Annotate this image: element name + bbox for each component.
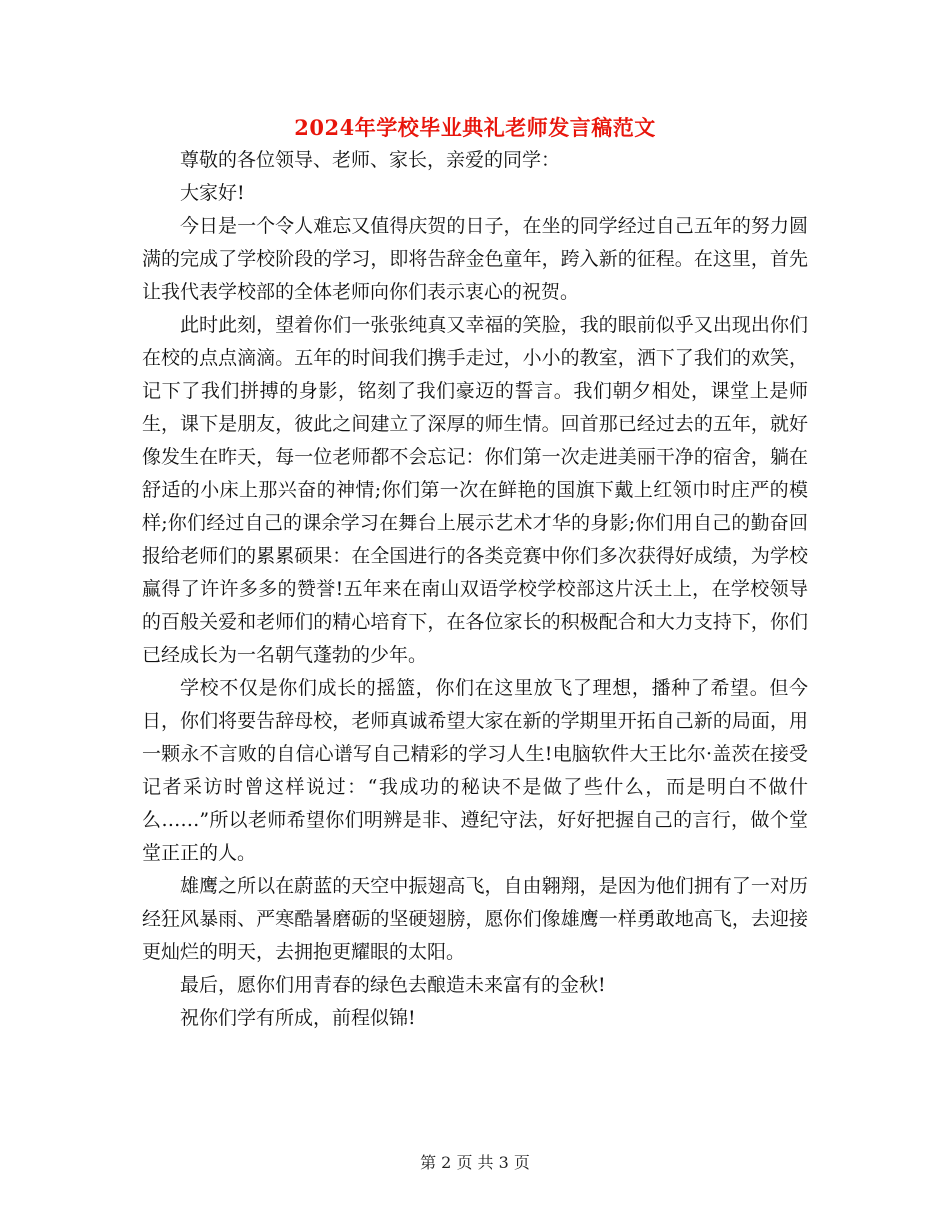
paragraph-salutation: 尊敬的各位领导、老师、家长，亲爱的同学：	[180, 149, 561, 171]
paragraph-eagle: 雄鹰之所以在蔚蓝的天空中振翅高飞，自由翱翔，是因为他们拥有了一对历经狂风暴雨、严寒酷暑磨砺的坚硬翅膀，愿你们像雄鹰一样勇敢地高飞，去迎接更灿烂的明天，去拥抱更耀眼的太阳。	[142, 875, 808, 963]
paragraph-congratulation: 今日是一个令人难忘又值得庆贺的日子，在坐的同学经过自己五年的努力圆满的完成了学校阶段的学习，即将告辞金色童年，跨入新的征程。在这里，首先让我代表学校部的全体老师向你们表示衷心的祝贺。	[142, 215, 808, 303]
paragraph-blessing: 祝你们学有所成，前程似锦!	[180, 1007, 416, 1029]
paragraph-closing: 最后，愿你们用青春的绿色去酿造未来富有的金秋!	[180, 974, 606, 996]
paragraph-memories: 此时此刻，望着你们一张张纯真又幸福的笑脸，我的眼前似乎又出现出你们在校的点点滴滴。五年的时间我们携手走过，小小的教室，洒下了我们的欢笑，记下了我们拼搏的身影，铭刻了我们豪迈的誓言。我们朝夕相处，课堂上是师生，课下是朋友，彼此之间建立了深厚的师生情。回首那已经过去的五年，就好像发生在昨天，每一位老师都不会忘记：你们第一次走进美丽干净的宿舍，躺在舒适的小床上那兴奋的神情;你们第一次在鲜艳的国旗下戴上红领巾时庄严的模样;你们经过自己的课余学习在舞台上展示艺术才华的身影;你们用自己的勤奋回报给老师们的累累硕果：在全国进行的各类竞赛中你们多次获得好成绩，为学校赢得了许许多多的赞誉!五年来在南山双语学校学校部这片沃土上，在学校领导的百般关爱和老师们的精心培育下，在各位家长的积极配合和大力支持下，你们已经成长为一名朝气蓬勃的少年。	[142, 314, 808, 666]
page-number-footer: 第 2 页 共 3 页	[420, 1153, 530, 1172]
paragraph-hope: 学校不仅是你们成长的摇篮，你们在这里放飞了理想，播种了希望。但今日，你们将要告辞母校，老师真诚希望大家在新的学期里开拓自己新的局面，用一颗永不言败的自信心谱写自己精彩的学习人生!电脑软件大王比尔·盖茨在接受记者采访时曾这样说过：“我成功的秘诀不是做了些什么，而是明白不做什么……”所以老师希望你们明辨是非、遵纪守法，好好把握自己的言行，做个堂堂正正的人。	[142, 677, 808, 864]
paragraph-greeting: 大家好!	[180, 182, 245, 204]
page-title: 2024年学校毕业典礼老师发言稿范文	[294, 115, 656, 140]
document-body	[142, 144, 808, 1035]
